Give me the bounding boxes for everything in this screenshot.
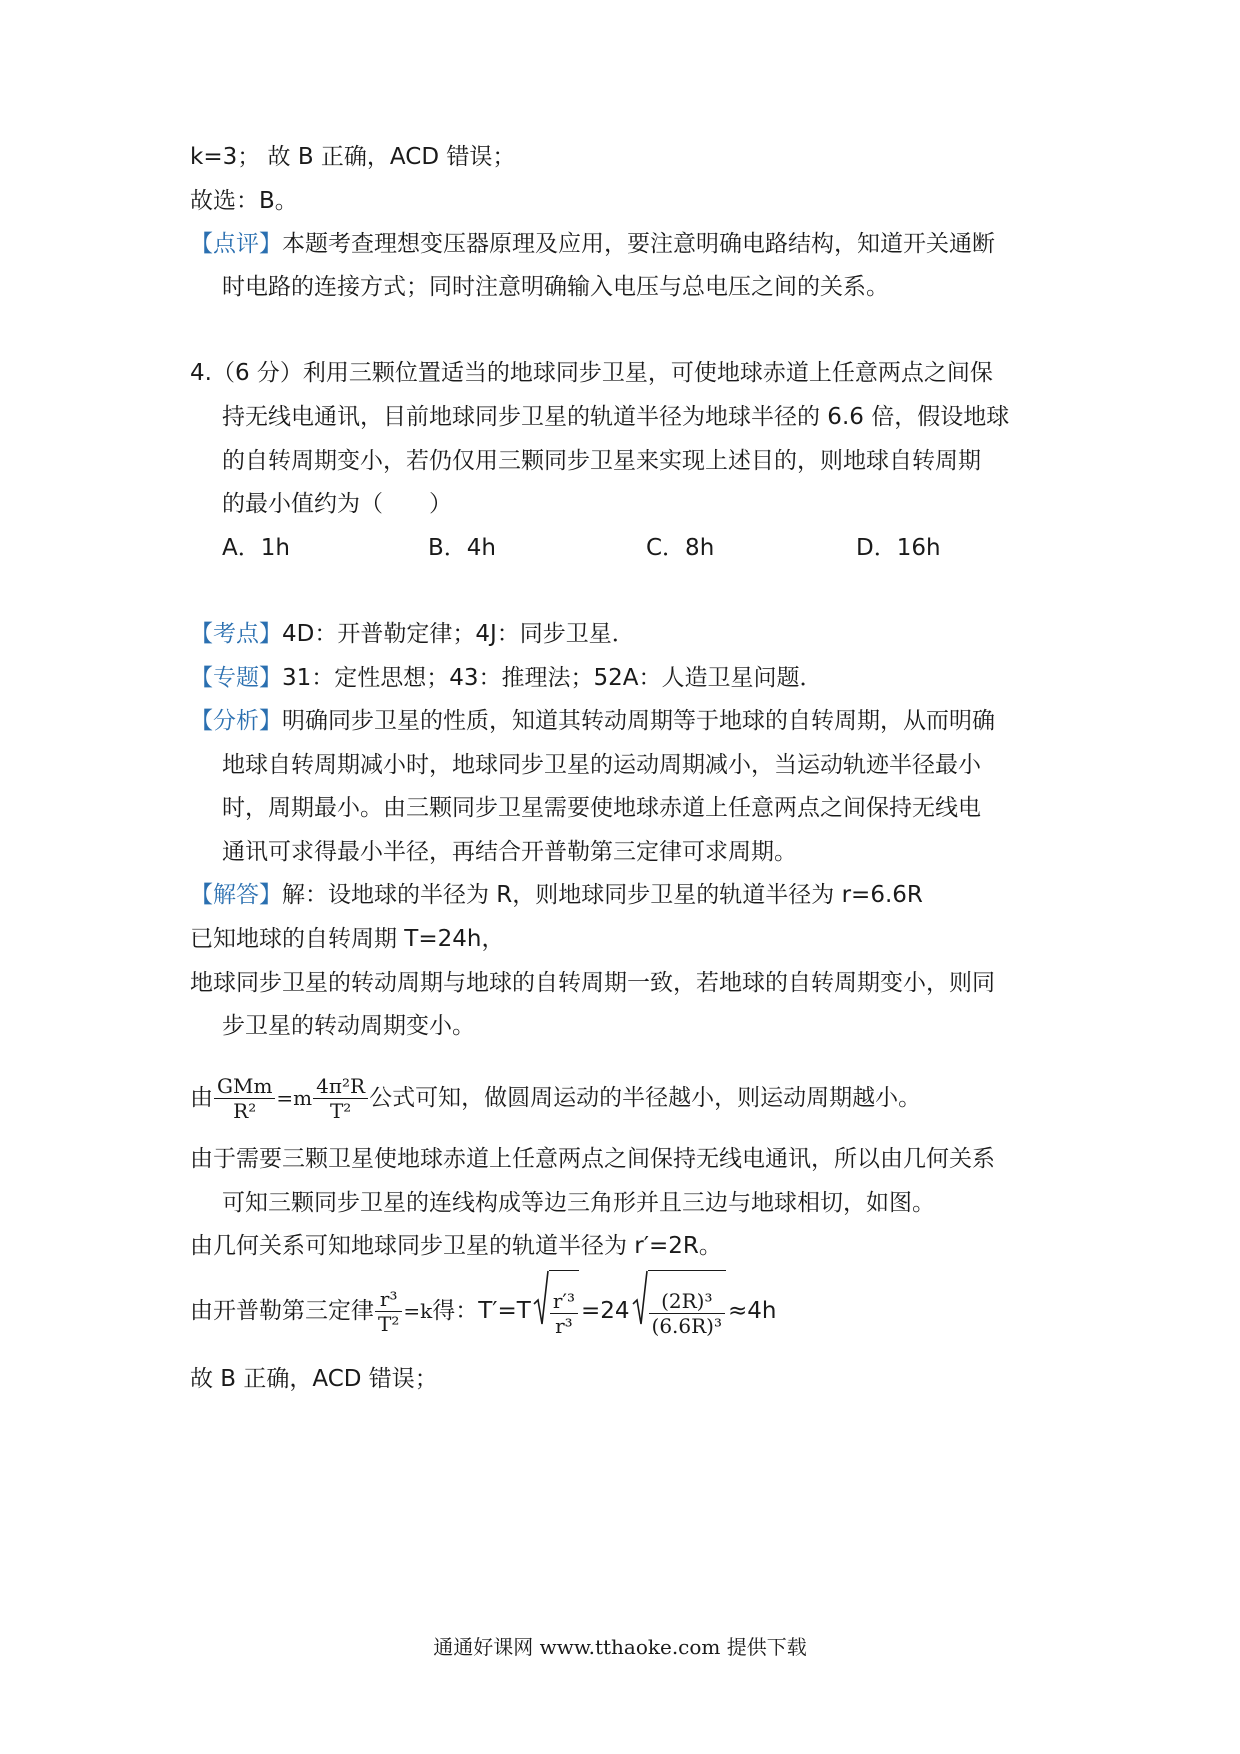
question-line-2: 持无线电通讯，目前地球同步卫星的轨道半径为地球半径的 6.6 倍，假设地球	[222, 404, 1010, 430]
fraction-numerator: GMm	[214, 1074, 275, 1099]
jieda-text-1: 解：设地球的半径为 R，则地球同步卫星的轨道半径为 r=6.6R	[282, 882, 923, 908]
comment-text-1: 本题考查理想变压器原理及应用，要注意明确电路结构，知道开关通断	[282, 231, 995, 257]
fenxi-line-1	[190, 706, 995, 736]
fraction-denominator: r³	[555, 1314, 573, 1338]
option-d: D．16h	[856, 535, 941, 561]
fraction-denominator: T²	[378, 1312, 400, 1336]
jieda-line-1	[190, 880, 923, 910]
comment-line-2: 时电路的连接方式；同时注意明确输入电压与总电压之间的关系。	[222, 274, 889, 300]
option-c: C．8h	[646, 535, 715, 561]
solution-line-4: 步卫星的转动周期变小。	[222, 1013, 475, 1039]
formula-line-1	[190, 1068, 921, 1128]
fenxi-line-3: 时，周期最小。由三颗同步卫星需要使地球赤道上任意两点之间保持无线电	[222, 795, 981, 821]
radical-sign-icon	[632, 1270, 648, 1326]
footer-source-text: 通通好课网 www.tthaoke.com 提供下载	[433, 1635, 807, 1659]
sqrt-ratio-2	[632, 1270, 727, 1353]
zhuanti-line	[190, 663, 823, 693]
comment-line-1	[190, 229, 995, 259]
fraction-2r3-6-6r3	[649, 1289, 726, 1338]
fraction-numerator: (2R)³	[649, 1289, 726, 1314]
formula1-suffix: 公式可知，做圆周运动的半径越小，则运动周期越小。	[369, 1085, 922, 1111]
kaodian-tag: 【考点】	[190, 621, 282, 647]
formula2-equals: =24	[580, 1298, 630, 1324]
question-line-3: 的自转周期变小，若仍仅用三颗同步卫星来实现上述目的，则地球自转周期	[222, 448, 981, 474]
jieda-tag: 【解答】	[190, 882, 282, 908]
solution-line-8: 故 B 正确，ACD 错误；	[190, 1366, 438, 1392]
zhuanti-tag: 【专题】	[190, 665, 282, 691]
fraction-denominator: (6.6R)³	[651, 1314, 723, 1338]
option-a: A．1h	[222, 535, 290, 561]
fenxi-text-1: 明确同步卫星的性质，知道其转动周期等于地球的自转周期，从而明确	[282, 708, 995, 734]
formula1-equals: =m	[276, 1086, 313, 1110]
comment-tag: 【点评】	[190, 231, 282, 257]
fraction-4pi2r-t2	[313, 1074, 368, 1123]
formula2-k: =k	[403, 1299, 433, 1323]
solution-line-6: 可知三颗同步卫星的连线构成等边三角形并且三边与地球相切，如图。	[222, 1190, 935, 1216]
question-line-4: 的最小值约为（ ）	[222, 491, 452, 517]
formula1-prefix: 由	[190, 1085, 213, 1111]
prev-choice-line: 故选：B。	[190, 188, 298, 214]
prev-answer-line: k=3； 故 B 正确，ACD 错误；	[190, 144, 516, 170]
fenxi-tag: 【分析】	[190, 708, 282, 734]
formula2-mid: 得：T′=T	[432, 1298, 531, 1324]
fraction-r3-t2	[375, 1287, 402, 1336]
formula2-prefix: 由开普勒第三定律	[190, 1298, 374, 1324]
fraction-r-prime3-r3	[550, 1289, 578, 1338]
formula-line-2	[190, 1270, 777, 1353]
solution-line-5: 由于需要三颗卫星使地球赤道上任意两点之间保持无线电通讯，所以由几何关系	[190, 1146, 995, 1172]
fenxi-line-4: 通讯可求得最小半径，再结合开普勒第三定律可求周期。	[222, 839, 797, 865]
radical-sign-icon	[533, 1270, 549, 1326]
formula2-result: ≈4h	[728, 1298, 777, 1324]
solution-line-2: 已知地球的自转周期 T=24h，	[190, 926, 505, 952]
solution-line-7: 由几何关系可知地球同步卫星的轨道半径为 r′=2R。	[190, 1233, 722, 1259]
fraction-numerator: 4π²R	[313, 1074, 368, 1099]
fenxi-line-2: 地球自转周期减小时，地球同步卫星的运动周期减小，当运动轨迹半径最小	[222, 752, 981, 778]
question-line-1: 4.（6 分）利用三颗位置适当的地球同步卫星，可使地球赤道上任意两点之间保	[190, 360, 993, 386]
option-b: B．4h	[428, 535, 496, 561]
fraction-denominator: T²	[329, 1099, 352, 1123]
kaodian-line	[190, 619, 635, 649]
sqrt-ratio-1	[533, 1270, 579, 1353]
fraction-numerator: r′³	[550, 1289, 578, 1314]
zhuanti-text: 31：定性思想；43：推理法；52A：人造卫星问题．	[282, 665, 823, 691]
fraction-gmm-r2	[214, 1074, 275, 1123]
fraction-numerator: r³	[375, 1287, 402, 1312]
fraction-denominator: R²	[233, 1099, 257, 1123]
kaodian-text: 4D：开普勒定律；4J：同步卫星．	[282, 621, 635, 647]
solution-line-3: 地球同步卫星的转动周期与地球的自转周期一致，若地球的自转周期变小，则同	[190, 970, 995, 996]
